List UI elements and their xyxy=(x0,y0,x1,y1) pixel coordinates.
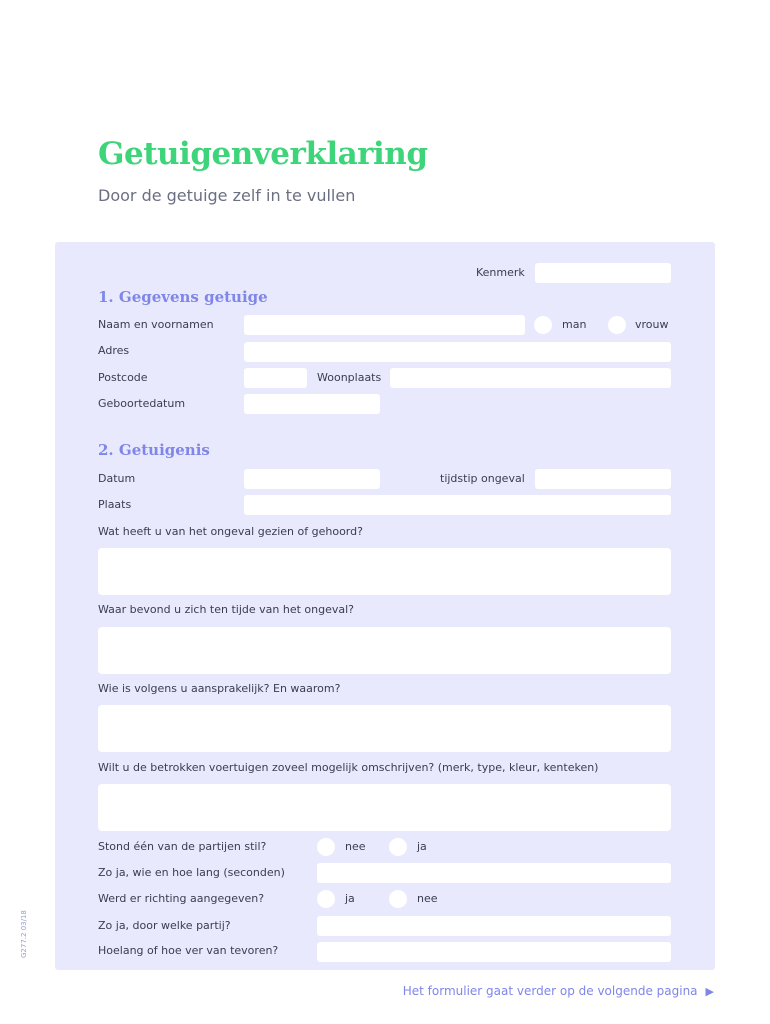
partij-field[interactable] xyxy=(317,916,671,936)
plaats-label: Plaats xyxy=(98,498,132,511)
postcode-field[interactable] xyxy=(244,368,307,388)
postcode-label: Postcode xyxy=(98,371,148,384)
page-title: Getuigenverklaring xyxy=(98,136,428,172)
datum-field[interactable] xyxy=(244,469,380,489)
play-arrow-icon: ▶ xyxy=(705,984,714,998)
hoelang-label: Hoelang of hoe ver van tevoren? xyxy=(98,944,279,957)
form-code: G277.2 03/18 xyxy=(20,910,28,958)
richting-label: Werd er richting aangegeven? xyxy=(98,892,265,905)
wie-label: Zo ja, wie en hoe lang (seconden) xyxy=(98,866,285,879)
stil-label: Stond één van de partijen stil? xyxy=(98,840,267,853)
adres-label: Adres xyxy=(98,344,130,357)
question-2-textarea[interactable] xyxy=(98,627,671,674)
question-1-label: Wat heeft u van het ongeval gezien of gehoord? xyxy=(98,525,363,538)
tijdstip-label: tijdstip ongeval xyxy=(440,472,525,485)
gender-man-label: man xyxy=(562,318,587,331)
plaats-field[interactable] xyxy=(244,495,671,515)
stil-nee-label: nee xyxy=(345,840,366,853)
gender-vrouw-radio[interactable] xyxy=(608,316,626,334)
footer-text: Het formulier gaat verder op de volgende pagina xyxy=(402,984,698,998)
geboortedatum-field[interactable] xyxy=(244,394,380,414)
woonplaats-field[interactable] xyxy=(390,368,671,388)
richting-ja-label: ja xyxy=(345,892,355,905)
page-subtitle: Door de getuige zelf in te vullen xyxy=(98,186,356,205)
question-2-label: Waar bevond u zich ten tijde van het ongeval? xyxy=(98,603,355,616)
tijdstip-field[interactable] xyxy=(535,469,671,489)
stil-ja-radio[interactable] xyxy=(389,838,407,856)
section-2-title: 2. Getuigenis xyxy=(98,441,210,459)
question-4-textarea[interactable] xyxy=(98,784,671,831)
geboortedatum-label: Geboortedatum xyxy=(98,397,186,410)
question-4-label: Wilt u de betrokken voertuigen zoveel mogelijk omschrijven? (merk, type, kleur, kenteken) xyxy=(98,761,599,774)
stil-nee-radio[interactable] xyxy=(317,838,335,856)
naam-label: Naam en voornamen xyxy=(98,318,214,331)
kenmerk-field[interactable] xyxy=(535,263,671,283)
woonplaats-label: Woonplaats xyxy=(317,371,382,384)
question-3-textarea[interactable] xyxy=(98,705,671,752)
datum-label: Datum xyxy=(98,472,136,485)
adres-field[interactable] xyxy=(244,342,671,362)
gender-man-radio[interactable] xyxy=(534,316,552,334)
stil-ja-label: ja xyxy=(417,840,427,853)
richting-nee-radio[interactable] xyxy=(389,890,407,908)
kenmerk-label: Kenmerk xyxy=(476,266,525,279)
section-1-title: 1. Gegevens getuige xyxy=(98,288,268,306)
footer-continue xyxy=(403,984,714,998)
partij-label: Zo ja, door welke partij? xyxy=(98,919,231,932)
gender-vrouw-label: vrouw xyxy=(635,318,669,331)
question-3-label: Wie is volgens u aansprakelijk? En waarom? xyxy=(98,682,341,695)
richting-nee-label: nee xyxy=(417,892,438,905)
wie-field[interactable] xyxy=(317,863,671,883)
hoelang-field[interactable] xyxy=(317,942,671,962)
richting-ja-radio[interactable] xyxy=(317,890,335,908)
question-1-textarea[interactable] xyxy=(98,548,671,595)
naam-field[interactable] xyxy=(244,315,525,335)
